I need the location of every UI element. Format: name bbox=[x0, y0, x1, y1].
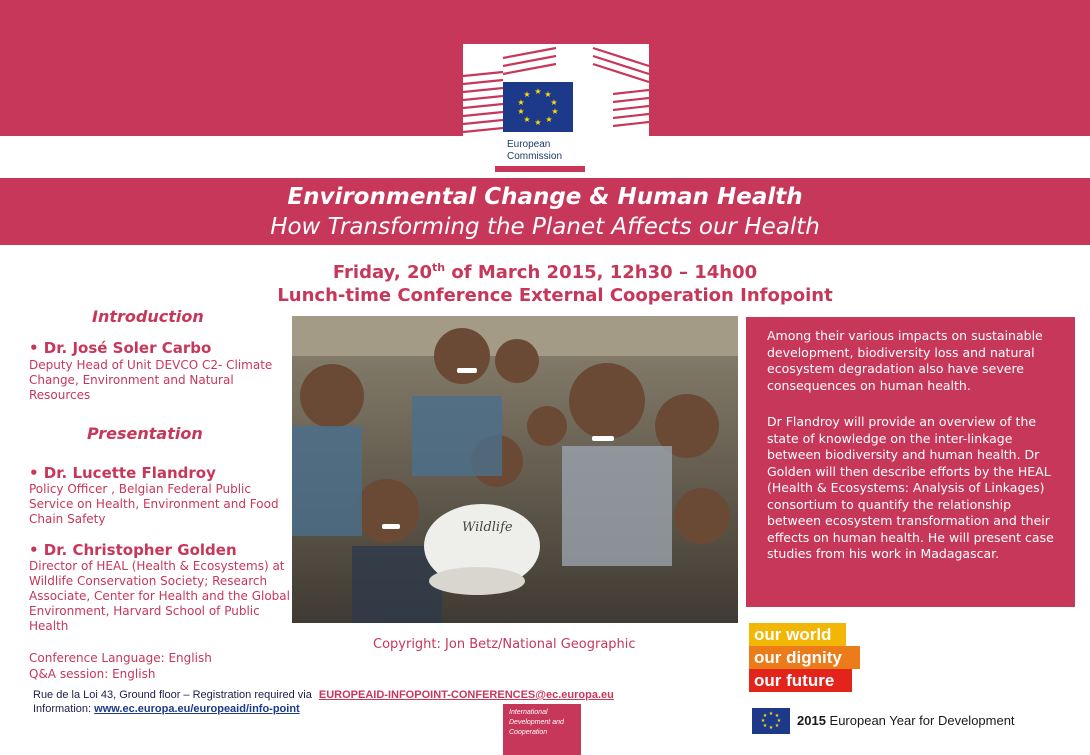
qa-language: Q&A session: English bbox=[29, 667, 156, 681]
speaker-description: Deputy Head of Unit DEVCO C2- Climate Change, Environment and Natural Resources bbox=[29, 358, 273, 402]
devco-text: International Development and Cooperation bbox=[509, 709, 564, 736]
event-subtitle: How Transforming the Planet Affects our Health bbox=[270, 214, 820, 240]
svg-text:★: ★ bbox=[776, 718, 782, 724]
slogan-our-future: our future bbox=[749, 669, 852, 692]
devco-logo bbox=[503, 704, 581, 755]
eyd-slogans bbox=[749, 623, 860, 692]
eyd-label-rest: European Year for Development bbox=[825, 713, 1015, 728]
cap-icon bbox=[424, 504, 540, 595]
footer-information bbox=[33, 703, 300, 715]
svg-text:★: ★ bbox=[768, 711, 774, 717]
svg-text:★: ★ bbox=[523, 90, 531, 99]
speaker-name: • Dr. José Soler Carbo bbox=[29, 339, 212, 357]
abstract-paragraph-2: Dr Flandroy will provide an overview of the state of knowledge on the inter-linkage between biodiversity and human health. Dr Golden will then describe efforts by the HEAL (Health & Ecosystems: Analysis of Linkages) consortium to quantify the relationship between ecosystem transformation and their effects on human health. He will present case studies from his work in Madagascar. bbox=[767, 414, 1054, 561]
logo-text bbox=[507, 139, 562, 163]
conference-language: Conference Language: English bbox=[29, 651, 212, 665]
speaker-description: Policy Officer , Belgian Federal Public Service on Health, Environment and Food Chain Safety bbox=[29, 482, 279, 526]
info-point-link[interactable]: www.ec.europa.eu/europeaid/info-point bbox=[94, 703, 300, 715]
speaker-name: • Dr. Lucette Flandroy bbox=[29, 464, 216, 482]
abstract-paragraph-1: Among their various impacts on sustainable development, biodiversity loss and natural ecosystem degradation also have severe consequences on human health. bbox=[767, 328, 1043, 393]
svg-text:★: ★ bbox=[774, 723, 780, 729]
event-date-sup: th bbox=[432, 261, 446, 274]
svg-text:★: ★ bbox=[762, 713, 768, 719]
svg-text:★: ★ bbox=[545, 115, 553, 124]
svg-text:★: ★ bbox=[762, 723, 768, 729]
cap-text: Wildlife bbox=[462, 520, 513, 535]
svg-text:★: ★ bbox=[760, 718, 766, 724]
logo-underline bbox=[495, 166, 585, 172]
svg-text:★: ★ bbox=[523, 115, 531, 124]
slogan-our-world: our world bbox=[749, 623, 846, 646]
svg-text:★: ★ bbox=[551, 107, 559, 116]
svg-text:★: ★ bbox=[550, 98, 558, 107]
children-photo bbox=[292, 316, 738, 623]
svg-text:★: ★ bbox=[517, 98, 525, 107]
event-series: Lunch-time Conference External Cooperation Infopoint bbox=[277, 285, 833, 306]
svg-text:★: ★ bbox=[534, 87, 542, 96]
photo-copyright: Copyright: Jon Betz/National Geographic bbox=[373, 637, 636, 652]
svg-text:★: ★ bbox=[517, 107, 525, 116]
presentation-heading: Presentation bbox=[87, 424, 203, 443]
registration-email-link[interactable]: EUROPEAID-INFOPOINT-CONFERENCES@ec.europa.eu bbox=[318, 689, 614, 701]
event-date bbox=[0, 261, 1090, 283]
logo-org-line2: Commission bbox=[507, 151, 563, 162]
svg-text:★: ★ bbox=[534, 118, 542, 127]
event-date-pre: Friday, 20 bbox=[332, 262, 433, 283]
event-title: Environmental Change & Human Health bbox=[287, 184, 803, 210]
logo-org-line1: European bbox=[507, 139, 551, 150]
introduction-heading: Introduction bbox=[92, 307, 204, 326]
svg-text:★: ★ bbox=[774, 713, 780, 719]
svg-text:★: ★ bbox=[768, 725, 774, 731]
eyd-label bbox=[797, 713, 1015, 728]
footer-registration bbox=[33, 689, 614, 701]
footer-address: Rue de la Loi 43, Ground floor – Registration required via bbox=[33, 689, 312, 701]
eyd-year: 2015 bbox=[797, 713, 826, 728]
slogan-our-dignity: our dignity bbox=[749, 646, 860, 669]
speaker-description: Director of HEAL (Health & Ecosystems) at Wildlife Conservation Society; Research Associate, Center for Health and the Global Environment, Harvard School of Public Health bbox=[29, 559, 290, 633]
event-date-post: of March 2015, 12h30 – 14h00 bbox=[445, 262, 758, 283]
speaker-name: • Dr. Christopher Golden bbox=[29, 541, 237, 559]
svg-text:★: ★ bbox=[544, 90, 552, 99]
eu-flag-small-icon bbox=[752, 708, 790, 734]
footer-info-label: Information: bbox=[33, 703, 92, 715]
